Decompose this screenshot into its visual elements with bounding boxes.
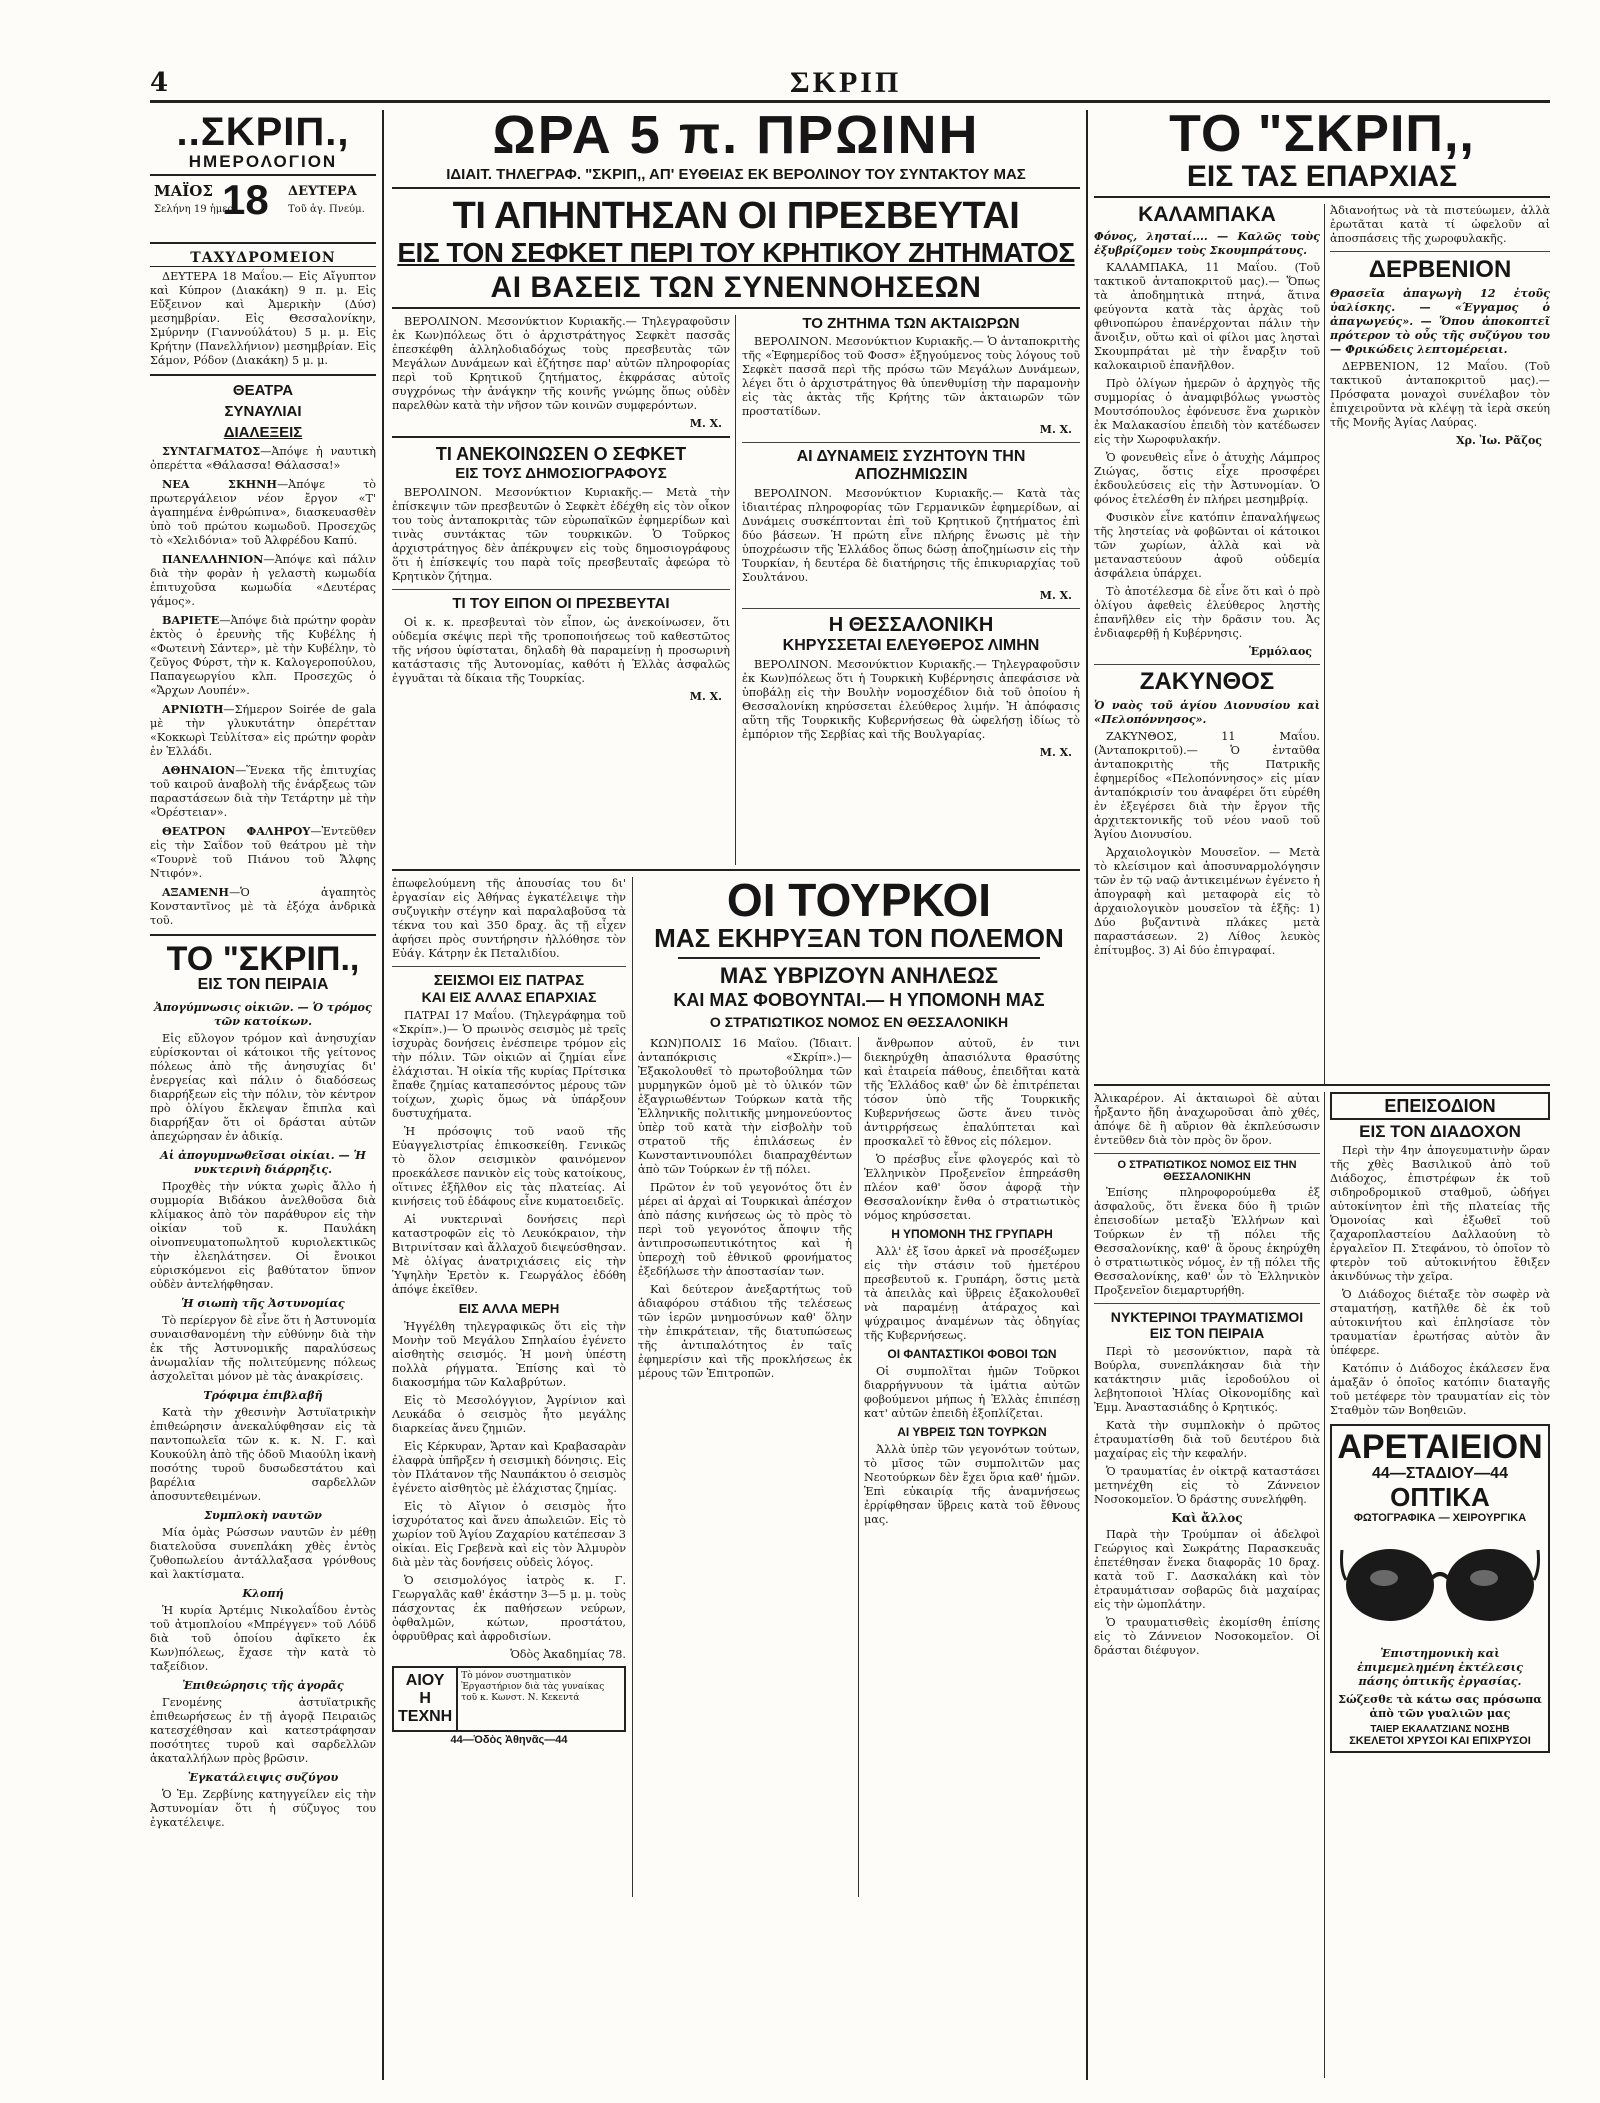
patras-continued: ἐπωφελούμενη τῆς ἀπουσίας του δι' ἐργασίαν εἰς Ἀθήνας ἐγκατέλειψε τὴν συζυγικὴν στέγην καὶ παραλαβοῦσα τὰ τέκνα του καὶ 350 δραχ. ἃς τῇ εἶχεν ἀφήσει πρὸς συντήρησιν ἠλλόθησε τὸν Εὐάγ. Κάτρην ἐκ Πεταλιδίου. bbox=[392, 877, 626, 960]
masthead: ΣΚΡΙΠ bbox=[790, 66, 902, 99]
turks-paragraph: Πρῶτον ἐν τοῦ γεγονότος ὅτι ἐν μέρει αἱ ἀρχαὶ αἱ Τουρκικαὶ ἀπέσχον ἀπὸ πάσης κινήσεως ὡς τὸ πρὸς τὸ περὶ τοῦ γεγονότος ἄποψιν τῆς ἀντιπροσωπευτικότητος καὶ ἡ ὑπεροχὴ τοῦ ἐθνικοῦ φρονήματος ἐξεδήλωσε τὴν ἀποστασίαν των. bbox=[638, 1181, 852, 1278]
turks-paragraph: Ἀλλὰ ὑπὲρ τῶν γεγονότων τούτων, τὸ μῖσος τῶν συμπολιτῶν μας Νεοτούρκων δὲν ἔχει ὅρια καθ' ἡμῶν. Ἐπὶ εὐκαιρίᾳ τῆς ἀναμνήσεως ἐρρίφθησαν ὕβρεις κατὰ τοῦ ἔθνους μας. bbox=[864, 1443, 1080, 1526]
theatre-entry bbox=[150, 444, 376, 473]
optics-note: Ἐπιστημονικὴ καὶ ἐπιμεμελημένη ἐκτέλεσις πάσης ὀπτικῆς ἐργασίας. bbox=[1357, 1646, 1523, 1688]
divider bbox=[678, 957, 1040, 959]
wounds-list bbox=[1094, 1345, 1320, 1658]
quake-paragraph: Ἡ πρόσοψις τοῦ ναοῦ τῆς Εὐαγγελιστρίας ἐπικοσκείθη. Γενικῶς τὸ ὅλον σεισμικὸν φαινόμενον προεκάλεσε πανικὸν εἰς τοὺς κατοίκους, οἵτινες ἐξῆλθον εἰς τὰς πλατείας. Αἱ κινήσεις τοῦ ἐδάφους εἶνε κυματοειδεῖς. bbox=[392, 1125, 626, 1208]
other-paragraph: Εἰς τὸ Μεσολόγγιον, Ἀγρίνιον καὶ Λευκάδα ὁ σεισμὸς ἦτο μεγάλης διαρκείας ἄνευ ζημιῶν. bbox=[392, 1394, 626, 1435]
advert-address: 44—Ὁδὸς Ἀθηνᾶς—44 bbox=[450, 1734, 568, 1746]
episode-title: ΕΠΕΙΣΟΔΙΟΝ bbox=[1330, 1092, 1550, 1120]
wounds-subtitle: ΕΙΣ ΤΟΝ ΠΕΙΡΑΙΑ bbox=[1149, 1325, 1265, 1341]
turks-subheading: ΟΙ ΦΑΝΤΑΣΤΙΚΟΙ ΦΟΒΟΙ ΤΩΝ bbox=[887, 1347, 1057, 1361]
acr-text: Ἀλικαρέρον. Αἱ ἀκταιωροὶ δὲ αὗται ἦρξαντο ἤδη ἀναχωροῦσαι ἀπὸ χθές, ἀπόψε δὲ ἢ αὔριον θὰ ἐκπλεύσωσιν ἐντεῦθεν διὰ τὸν πρὸς ὃν ὅρον. bbox=[1094, 1092, 1320, 1147]
calendar-moon: Σελήνη 19 ἡμερ. bbox=[154, 204, 237, 215]
piraeus-lead: Κλοπή bbox=[242, 1586, 284, 1600]
concerts-title: ΣΥΝΑΥΛΙΑΙ bbox=[224, 403, 302, 420]
optics-note-3: ΤΑΙΕΡ ΕΚΑΛΑΤΖΙΑΝΣ ΝΟΣΗΒ bbox=[1370, 1724, 1510, 1735]
provinces-title: ΤΟ "ΣΚΡΙΠ,, bbox=[1169, 108, 1475, 163]
story-2-sig: Μ. Χ. bbox=[1039, 423, 1072, 436]
piraeus-text: Ὁ Ἐμ. Ζερβίνης κατηγγείλεν εἰς τὴν Ἀστυνομίαν ὅτι ἡ σύζυγος του ἐγκατέλειψε. bbox=[150, 1788, 376, 1829]
advert-text: Τὸ μόνον συστηματικὸν Ἐργαστήριον διὰ τὰς γυναίκας τοῦ κ. Κωνστ. Ν. Κεκεντά bbox=[461, 1671, 605, 1703]
kal-paragraph: Πρὸ ὀλίγων ἡμερῶν ὁ ἀρχηγὸς τῆς συμμορίας ὁ ἀναμφιβόλως γνωστὸς Μουτσόπουλος ἐφόνευσε ἕνα χωρικὸν ἐκ Μαλακασίου ἐπειδὴ τὸν κατέδωσεν εἰς τὴν Χωροφυλακήν. bbox=[1094, 377, 1320, 446]
piraeus-text: Κατὰ τὴν χθεσινὴν Ἀστυϊατρικὴν ἐπιθεώρησιν ἀνεκαλύφθησαν εἰς τὰ παντοπωλεῖα τῶν κ. κ. Ν. Γ. καὶ Κουκούλη ἀπὸ τῆς ὁδοῦ Μιαούλη ἱκανὴ ποσότης τυροῦ δυσωδεστάτου καὶ βαρέλια σαρδελλῶν ἀποσυντεθειμένων. bbox=[150, 1406, 376, 1503]
center-column bbox=[392, 108, 1080, 2078]
piraeus-lead: Τρόφιμα ἐπιβλαβῆ bbox=[203, 1388, 323, 1402]
theatre-text: —Ἐντεῦθεν εἰς τὴν Σαΐδον τοῦ θεάτρου μὲ τὴν «Τουρνὲ τοῦ Πιάνου τοῦ Ἄλφης Ντιφόν». bbox=[150, 825, 376, 880]
turks-title: ΟΙ ΤΟΥΡΚΟΙ bbox=[726, 877, 992, 926]
theatre-title: ΘΕΑΤΡΑ bbox=[232, 382, 294, 399]
divider bbox=[1094, 1153, 1320, 1154]
theatre-entry bbox=[150, 613, 376, 698]
turks-subtitle-2: ΜΑΣ ΥΒΡΙΖΟΥΝ ΑΝΗΛΕΩΣ bbox=[719, 963, 999, 988]
theatre-name: ΠΑΝΕΛΛΗΝΙΟΝ bbox=[162, 552, 264, 566]
divider bbox=[392, 436, 730, 438]
divider bbox=[1094, 1303, 1320, 1304]
divider bbox=[150, 242, 376, 244]
piraeus-lead: Ἀπογύμνωσις οἰκιῶν. — Ὁ τρόμος τῶν κατοίκων. bbox=[154, 1000, 372, 1028]
piraeus-subtitle: ΕΙΣ ΤΟΝ ΠΕΙΡΑΙΑ bbox=[197, 976, 329, 993]
theatre-name: ΑΞΑΜΕΝΗ bbox=[162, 885, 229, 899]
piraeus-lead: Συμπλοκὴ ναυτῶν bbox=[204, 1508, 322, 1522]
calendar-subtitle: ΗΜΕΡΟΛΟΓΙΟΝ bbox=[150, 152, 376, 176]
turks-body bbox=[638, 1037, 1080, 1897]
other-paragraph: Ὁ σεισμολόγος ἰατρὸς κ. Γ. Γεωργαλᾶς καθ' ἑκάστην 3—5 μ. μ. τοὺς πάσχοντας ἐκ παθήσεων νεύρων, ὀφθαλμῶν, κώτων, προστάτου, ὀφρυῦθρας καὶ ἀφροδισίων. bbox=[392, 1574, 626, 1643]
calendar-title: ..ΣΚΡΙΠ., bbox=[176, 112, 350, 154]
top-bar bbox=[150, 66, 1550, 99]
theatre-name: ΒΑΡΙΕΤΕ bbox=[162, 613, 220, 627]
derv-title: ΔΕΡΒΕΝΙΟΝ bbox=[1368, 256, 1512, 283]
wounds-paragraph: Κατὰ τὴν συμπλοκὴν ὁ πρῶτος ἐτραυματίσθη διὰ τοῦ δευτέρου διὰ μαχαίρας εἰς τὴν κεφαλήν. bbox=[1094, 1419, 1320, 1460]
theatre-text: —Σήμερον Soirée de gala μὲ τὴν γλυκυτάτην ὀπερέτταν «Κοκκωρὶ Τεὐλίτσα» εἰς πρώτην φορὰν ἐν Ἑλλάδι. bbox=[150, 703, 376, 758]
piraeus-text: Μία ὁμὰς Ρώσσων ναυτῶν ἐν μέθῃ διατελοῦσα συνεπλάκη χθὲς ἐντὸς ζυθοπωλείου ἀντάλλαξασα γρόνθους καὶ λακτίσματα. bbox=[150, 1526, 376, 1581]
zak-text-2: Ἀρχαιολογικὸν Μουσεῖον. — Μετὰ τὸ κλείσιμον καὶ ἀποσυναρμολόγησιν τῶν ἐν τῷ ναῷ ἀντικειμένων ἐγένετο ἡ ἀπογραφὴ καὶ μεταφορὰ εἰς τὸ ἀρχαιολογικὸν μουσεῖον τὰ ἑξῆς: 1) Δύο βυζαντινὰ πλάκες μετὰ παραστάσεων. 2) Λίθος λευκὸς ἐπίτυμβος. 3) Αἱ δύο ἐπιγραφαί. bbox=[1094, 846, 1320, 957]
turks-subtitle-3: ΚΑΙ ΜΑΣ ΦΟΒΟΥΝΤΑΙ.— Η ΥΠΟΜΟΝΗ ΜΑΣ bbox=[673, 990, 1045, 1010]
turks-subtitle-4: Ο ΣΤΡΑΤΙΩΤΙΚΟΣ ΝΟΜΟΣ ΕΝ ΘΕΣΣΑΛΟΝΙΚΗ bbox=[709, 1014, 1009, 1030]
episode-paragraph: Ὁ Διάδοχος διέταξε τὸν σωφὲρ νὰ σταματήσῃ, κατῆλθε δὲ ἐκ τοῦ αὐτοκινήτου καὶ ἐπλησίασε τὸν τραυματίαν ἐρωτήσας αὐτὸν ἂν ὑπέφερε. bbox=[1330, 1288, 1550, 1357]
piraeus-text: Ἡ κυρία Ἀρτέμις Νικολαΐδου ἐντὸς τοῦ ἀτμοπλοίου «Μπρέγγεν» τοῦ Λόϋδ διὰ τοῦ ὁποίου ἀφῖκετο ἐκ Κων)πόλεως, ἔχασε τὴν κατὰ τὸ ταξείδιον. bbox=[150, 1604, 376, 1673]
divider bbox=[742, 608, 1080, 609]
divider bbox=[1324, 204, 1325, 1084]
story-4-title: ΑΙ ΔΥΝΑΜΕΙΣ ΣΥΖΗΤΟΥΝ ΤΗΝ ΑΠΟΖΗΜΙΩΣΙΝ bbox=[796, 448, 1026, 483]
center-upper-right bbox=[742, 315, 1080, 865]
right-lower-col-1 bbox=[1094, 1092, 1320, 2078]
turks-paragraph: Ὁ πρέσβυς εἶνε φλογερός καὶ τὸ Ἑλληνικὸν Προξενεῖον ἐπηρεάσθη πλέον καθ' ὅσον ἀφορᾷ τὴν Θεσσαλονίκην ἔνθα ὁ στρατιωτικὸς νόμος κηρύσσεται. bbox=[864, 1153, 1080, 1222]
other-list bbox=[392, 1320, 626, 1644]
address-line: Ὁδὸς Ἀκαδημίας 78. bbox=[510, 1648, 626, 1661]
kal-paragraph: Φυσικὸν εἶνε κατόπιν ἐπαναλήψεως τῆς ληστείας νὰ φοβῶνται οἱ κάτοικοι τῶν χωρίων, ἀλλὰ καὶ νὰ μεταναστεύουν ἀφοῦ οὐδεμία ἀσφάλεια ὑπάρχει. bbox=[1094, 511, 1320, 580]
story-6-text: ΒΕΡΟΛΙΝΟΝ. Μεσονύκτιον Κυριακῆς.— Τηλεγραφοῦσιν ἐκ Κων)πόλεως ὅτι ἡ Τουρκικὴ Κυβέρνησις ἀπεφάσισε νὰ ὑποβάλῃ εἰς τὴν Βουλὴν νομοσχέδιον διὰ τοῦ ὁποίου ἡ Θεσσαλονίκη κηρύσσεται ἐλεύθερος λιμήν. Ἡ ἀπόφασις αὕτη τῆς Τουρκικῆς Κυβερνήσεως θὰ ὠφελήσῃ ἰδίως τὸ ἐμπόριον τῆς Σερβίας καὶ τῆς Βουλγαρίας. bbox=[742, 658, 1080, 741]
quake-paragraph: ΠΑΤΡΑΙ 17 Μαΐου. (Τηλεγράφημα τοῦ «Σκρίπ».)— Ὁ πρωινὸς σεισμὸς μὲ τρεῖς ἰσχυρὰς δονήσεις ἐνέσπειρε τρόμον εἰς τὴν πόλιν. Τῶν οἰκιῶν αἱ ζημίαι εἶνε ἐλάχισται. Ἡ οἰκία τῆς κυρίας Πρίτσικα ἔπαθε ζημίας καταπεσόντος μέρους τῶν τοίχων, χωρὶς ὅμως νὰ ὑπάρξουν δυστυχήματα. bbox=[392, 1009, 626, 1120]
theatre-text: —Ἀπόψε διὰ πρώτην φορὰν ἐκτὸς ὁ ἐρευνὴς τῆς Κυβέλης ἡ «Φωτεινὴ Σάντερ», μὲ τὴν Κυβέλην, τὸ ζεῦγος Φύρστ, τὴν κ. Καλογεροπούλου, Παπαγεωργίου κλπ. Προσεχῶς ὁ «Ἄρχων Λουπέν». bbox=[150, 614, 376, 697]
quake-list bbox=[392, 1009, 626, 1297]
dateline: ΙΔΙΑΙΤ. ΤΗΛΕΓΡΑΦ. "ΣΚΡΙΠ,, ΑΠ' ΕΥΘΕΙΑΣ ΕΚ ΒΕΡΟΛΙΝΟΥ ΤΟΥ ΣΥΝΤΑΚΤΟΥ ΜΑΣ bbox=[392, 162, 1080, 189]
left-column bbox=[150, 112, 376, 2072]
divider bbox=[735, 315, 736, 865]
story-6-sub: ΚΗΡΥΣΣΕΤΑΙ ΕΛΕΥΘΕΡΟΣ ΛΙΜΗΝ bbox=[782, 637, 1040, 654]
theatre-entry bbox=[150, 702, 376, 759]
lectures-title: ΔΙΑΛΕΞΕΙΣ bbox=[223, 424, 303, 441]
wounds-paragraph: Ὁ τραυματισθεὶς ἐκομίσθη ἐπίσης εἰς τὸ Ζάννειον Νοσοκομεῖον. Οἱ δράσται διέφυγον. bbox=[1094, 1616, 1320, 1657]
advert-box bbox=[392, 1666, 626, 1732]
story-1-text: ΒΕΡΟΛΙΝΟΝ. Μεσονύκτιον Κυριακῆς.— Τηλεγραφοῦσιν ἐκ Κων)πόλεως ὅτι ὁ ἀρχιστράτηγος Σεφκὲτ πασσᾶς ἐπεσκέφθη ἀλληλοδιαδόχως τοὺς πρεσβευτὰς τῶν Μεγάλων Δυνάμεων καὶ ἐζήτησε παρ' αὐτῶν πληροφορίας περὶ τοῦ Κρητικοῦ ζητήματος, ἐκφράσας αὐτοῖς συγχρόνως τὴν ἀνάγκην τῆς κοινῆς γνώμης ὅπως οὐδὲν παρελθὼν κατὰ τὴν νῆσον τῶν κοινῶν συμφερόντων. bbox=[392, 315, 730, 412]
turks-paragraph: Ἀλλ' ἐξ ἴσου ἀρκεῖ νὰ προσέξωμεν εἰς τὴν στάσιν τοῦ ἡμετέρου πρεσβευτοῦ κ. Γρυπάρη, ὅστις μετὰ τὰ ἀπειλὰς καὶ ὕβρεις ἐξακολουθεῖ νὰ παραμένῃ ἀτάραχος καὶ ψύχραιμος ἀναμένων τὰς ὁδηγίας τῆς Κυβερνήσεως. bbox=[864, 1245, 1080, 1342]
top-rule bbox=[150, 100, 1550, 103]
post-text: ΔΕΥΤΕΡΑ 18 Μαΐου.— Εἰς Αἴγυπτον καὶ Κύπρον (Διακάκη) 9 π. μ. Εἰς Εὔξεινον καὶ Ἀμερικὴν (Δύσ) μεσημβρίαν. Εἰς Θεσσαλονίκην, Σμύρνην (Γιαννούλάτου) 5 μ. μ. Εἰς Κρήτην (Πανελλήνιον) μεσημβρίαν. Εἰς Σάμον, Ρόδον (Διακάκη) 5 μ. μ. bbox=[150, 270, 376, 367]
piraeus-lead: Ἐγκατάλειψις συζύγου bbox=[187, 1770, 339, 1784]
story-6-title: Η ΘΕΣΣΑΛΟΝΙΚΗ bbox=[828, 614, 994, 636]
story-4-text: ΒΕΡΟΛΙΝΟΝ. Μεσονύκτιον Κυριακῆς.— Κατὰ τὰς ἰδιαιτέρας πληροφορίας τῶν Γερμανικῶν ἐφημερίδων, αἱ Δυνάμεις συσκέπτονται ἐπὶ τοῦ Κρητικοῦ ζητήματος ἐπὶ δύο βάσεων. Ἡ πρώτη εἶνε πλήρης ἕνωσις μὲ τὴν ὑποχρέωσιν τῆς Ἑλλάδος ὅπως δώσῃ ἀποζημίωσιν εἰς τὴν Τουρκίαν, ἡ δευτέρα δὲ διατήρησις τῆς ἐπικυριαρχίας τοῦ Σουλτάνου. bbox=[742, 487, 1080, 584]
calendar-weekday: ΔΕΥΤΕΡΑ bbox=[288, 184, 357, 199]
provinces-subtitle: ΕΙΣ ΤΑΣ ΕΠΑΡΧΙΑΣ bbox=[1094, 162, 1550, 198]
zak-title: ΖΑΚΥΝΘΟΣ bbox=[1139, 668, 1275, 695]
optics-title: ΑΡΕΤΑΙΕΙΟΝ bbox=[1337, 1428, 1543, 1466]
optics-note-2: Σώζεσθε τὰ κάτω σας πρόσωπα ἀπὸ τῶν γυαλιῶν μας bbox=[1338, 1692, 1542, 1720]
piraeus-list bbox=[150, 1000, 376, 1830]
provinces-lower bbox=[1094, 1092, 1550, 2078]
piraeus-text: Γενομένης ἀστυϊατρικῆς ἐπιθεωρήσεως ἐν τῇ ἀγορᾷ Πειραιῶς κατεσχέθησαν καὶ κατεστράφησαν ποσότητες τυροῦ καὶ σαρδελλῶν ἀκαταλλήλων πρὸς βρῶσιν. bbox=[150, 1696, 376, 1765]
theatre-text: —Ὁ ἀγαπητὸς Κονσταντῖνος μὲ τὰ ἐξόχα ἀνδρικὰ τοῦ. bbox=[150, 886, 376, 927]
center-upper bbox=[392, 309, 1080, 869]
kal-paragraph: Ὁ φονευθεὶς εἶνε ὁ ἀτυχὴς Λάμπρος Ζιώγας, ὅστις εἶχε προσφέρει ἐκδουλεύσεις εἰς τὴν Ἀστυνομίαν. Ὁ φόνος ἐτελέσθη ἐν πλήρει μεσημβρίᾳ. bbox=[1094, 451, 1320, 506]
divider bbox=[1330, 251, 1550, 252]
kal-continued: Ἀδιανοήτως νὰ τὰ πιστεύωμεν, ἀλλὰ ἐρωτᾶται κατὰ τί ὠφελοῦν αἱ ἀποσπάσεις τῆς χωροφυλακῆς. bbox=[1330, 204, 1550, 245]
post-title: ΤΑΧΥΔΡΟΜΕΙΟΝ bbox=[150, 250, 376, 267]
turks-col-1 bbox=[638, 1037, 852, 1897]
theatre-name: ΣΥΝΤΑΓΜΑΤΟΣ bbox=[162, 444, 261, 458]
theatre-text: —Ἀπόψε τὸ πρωτεργάλειον νέον ἔργον «Τ' ἀγαπημένα ἐνθρώπινα», διασκευασθὲν ὑπὸ τοῦ πρώτου κωμωδοῦ. Προσεχῶς τὸ «Χελιδόνια» τοῦ Ἀλφρέδου Καπύ. bbox=[150, 478, 376, 547]
kal-lead: Φόνος, λησταί.... — Καλῶς τοὺς ἐξυβρίζομεν τοὺς Σκουμπράτους. bbox=[1094, 229, 1320, 257]
center-lower bbox=[392, 871, 1080, 1901]
story-5-sig: Μ. Χ. bbox=[689, 690, 722, 703]
column-divider-2 bbox=[1086, 110, 1088, 2080]
zak-sig: Χρ. Ἰω. Ρᾶζος bbox=[1456, 434, 1542, 447]
optics-subtitle: ΟΠΤΙΚΑ bbox=[1390, 1482, 1490, 1512]
kal-sig: Ἑρμόλαος bbox=[1249, 645, 1312, 658]
theatre-entry bbox=[150, 763, 376, 820]
divider bbox=[1324, 1092, 1325, 2078]
piraeus-title: ΤΟ "ΣΚΡΙΠ., bbox=[166, 940, 360, 978]
salon-text: Ἐπίσης πληροφορούμεθα ἐξ ἀσφαλοῦς, ὅτι ἕνεκα δύο ἢ τριῶν ἐπεισοδίων μεταξὺ Ἑλλήνων καὶ Τούρκων ἐν τῇ πόλει τῆς Θεσσαλονίκης, καθ' ἃ ὅρους ἐκηρύχθη ὁ στρατιωτικὸς νόμος, ἐν τῇ πόλει τῆς Θεσσαλονίκης, καθ' ὧν τὸ Ἑλληνικὸν Προξενεῖον διεμαρτυρήθη. bbox=[1094, 1186, 1320, 1297]
theatre-entry bbox=[150, 824, 376, 881]
piraeus-text: Εἰς εὔλογον τρόμον καὶ ἀνησυχίαν εὑρίσκονται οἱ κάτοικοι τῆς γείτονος πόλεως ἀπὸ τῆς ἀνησυχίας δι' ἐνεργείας καὶ πάλιν ὁ διαδόσεως διαρρήξεων εἰς τὴν πόλιν, τὸν κέντρον πρὸ ὀλίγου ἔκλεψαν ἔπιπλα καὶ διαρρήξαν ὅτι οἱ δράσται αὐτῶν ἀπεχώρησαν ἐν ἀδικίᾳ. bbox=[150, 1032, 376, 1143]
main-title-2: ΕΙΣ ΤΟΝ ΣΕΦΚΕΤ ΠΕΡΙ ΤΟΥ ΚΡΗΤΙΚΟΥ ΖΗΤΗΜΑΤΟΣ bbox=[397, 237, 1075, 268]
episode-paragraph: Περὶ τὴν 4ην ἀπογευματινὴν ὥραν τῆς χθὲς Βασιλικοῦ ἀπὸ τοῦ Διάδοχος, ἐπιστρέφων ἐκ τοῦ σιδηροδρομικοῦ σταθμοῦ, ὡδήγει αὐτοκίνητον ἐπὶ τῆς πλατείας τῆς Ὁμονοίας καὶ ἐξωθεῖ τοῦ ζαχαροπλαστείου Δαλλαούνη τὸ ἐργαλεῖον Π. Στεφάνου, τὸ ὁποῖον τὸ φτερὸν τοῦ αὐτοκινήτου ἔθιξεν ἀκινδύνως τὴν χεῖρα. bbox=[1330, 1144, 1550, 1283]
theatre-text: —Ἀπόψε ἡ ναυτικὴ ὀπερέττα «Θάλασσα! Θάλασσα!» bbox=[150, 445, 376, 472]
theatre-entry bbox=[150, 552, 376, 609]
provinces-col-1 bbox=[1094, 204, 1320, 1084]
story-5-text: Οἱ κ. κ. πρεσβευταὶ τὸν εἶπον, ὡς ἀνεκοίνωσεν, ὅτι οὐδεμία σκέψις περὶ τῆς τροποποιήσεως τοῦ καθεστῶτος τῆς νήσου ὑφίσταται, δηλαδὴ θὰ παραμείνῃ ἡ προσωρινὴ κατάστασις τῆς Ἀυτονομίας, καθότι ἡ Ἑλλὰς ἀσφαλῶς ἐγγυᾶται τὰ δίκαια τῆς Τουρκίας. bbox=[392, 616, 730, 685]
optics-note-4: ΣΚΕΛΕΤΟΙ ΧΡΥΣΟΙ ΚΑΙ ΕΠΙΧΡΥΣΟΙ bbox=[1349, 1735, 1531, 1747]
divider bbox=[150, 374, 376, 376]
right-lower-col-2 bbox=[1330, 1092, 1550, 2078]
main-title: ΤΙ ΑΠΗΝΤΗΣΑΝ ΟΙ ΠΡΕΣΒΕΥΤΑΙ bbox=[452, 195, 1020, 237]
advert-title: ΑΙΟΥ Η ΤΕΧΝΗ bbox=[394, 1668, 458, 1730]
other-title: ΕΙΣ ΑΛΛΑ ΜΕΡΗ bbox=[458, 1301, 560, 1316]
other-paragraph: Εἰς Κέρκυραν, Ἄρταν καὶ Κραβασαρὰν ἐλαφρὰ ὑπῆρξεν ἡ σεισμικὴ δόνησις. Εἰς τὸν Πλάτανον τῆς Ναυπάκτου ὁ σεισμὸς ἐγένετο αἰσθητὸς μὲ ἐλάχιστας ζημίας. bbox=[392, 1440, 626, 1495]
theatre-name: ΑΘΗΝΑΙΟΝ bbox=[162, 763, 236, 777]
page-number: 4 bbox=[150, 68, 169, 98]
provinces-upper bbox=[1094, 204, 1550, 1084]
calendar-day: 18 bbox=[222, 176, 269, 223]
piraeus-text: Τὸ περίεργον δὲ εἶνε ὅτι ἡ Ἀστυνομία συναισθανομένη τὴν εὐθύνην διὰ τὴν ἐκ τῆς Ἀστυνομικῆς παραλύσεως ἀνωμαλίαν τῆς πολιτεύμενης πόλεως ἀσχολεῖται μόνον μὲ τὰς ἀνακρίσεις. bbox=[150, 1314, 376, 1383]
provinces-col-2 bbox=[1330, 204, 1550, 1084]
divider bbox=[392, 589, 730, 590]
piraeus-text: Προχθὲς τὴν νύκτα χωρὶς ἄλλο ἡ συμμορία Βιδάκου ἀνελθοῦσα διὰ κλίμακος ἀπὸ τὸν παράθυρον εἰς τὴν οἰκίαν τοῦ κ. Παυλάκη οἰνοπνευματοπωλητοῦ κυριολεκτικῶς τὴν ἐλεηλάτησεν. Οἱ ἔνοικοι εὑρισκόμενοι εἰς βαθύτατον ὕπνον οὐδὲν ἀντελήφθησαν. bbox=[150, 1180, 376, 1291]
theatre-name: ΑΡΝΙΩΤΗ bbox=[162, 702, 224, 716]
wounds-paragraph: Περὶ τὸ μεσονύκτιον, παρὰ τὰ Βούρλα, συνεπλάκησαν διὰ τὴν κατάκτησιν μιᾶς ἱεροδούλου οἱ λεβητοποιοὶ Ἠλίας Οἰκονομίδης καὶ Ἐμμ. Ἀναστασιάδης ὁ Κρητικός. bbox=[1094, 1345, 1320, 1414]
divider bbox=[858, 1037, 859, 1897]
theatre-text: —Ἀπόψε καὶ πάλιν διὰ τὴν φορὰν ἡ γελαστὴ κωμωδία ἐπιτυχοῦσα κωμωδία «Δευτέρας γάμος». bbox=[150, 553, 376, 608]
optics-photo: ΦΩΤΟΓΡΑΦΙΚΑ — ΧΕΙΡΟΥΡΓΙΚΑ bbox=[1353, 1512, 1527, 1524]
other-paragraph: Εἰς τὸ Αἴγιον ὁ σεισμὸς ἦτο ἰσχυρότατος καὶ ἄνευ ἀπωλειῶν. Εἰς τὸ χωρίον τοῦ Ἁγίου Ζαχαρίου κατέπεσαν 3 οἰκίαι. Εἰς Γρεβενὰ καὶ εἰς τὸν Ἀλμυρὸν διὰ μὲν τὰς δονήσεις οὐδεὶς λόγος. bbox=[392, 1500, 626, 1569]
kal-title: ΚΑΛΑΜΠΑΚΑ bbox=[1138, 204, 1276, 226]
kal-list bbox=[1094, 261, 1320, 641]
column-divider-1 bbox=[382, 110, 384, 2080]
turks-subheading: ΑΙ ΥΒΡΕΙΣ ΤΩΝ ΤΟΥΡΚΩΝ bbox=[897, 1425, 1047, 1439]
turks-paragraph: Καὶ δεύτερον ἀνεξαρτήτως τοῦ ἀδιαφόρου στάδιου τῆς τελέσεως τῶν ἱερῶν μνημοσύνων καθ' ὅλην τὴν ἐπικράτειαν, τῆς διατυπώσεως τῆς ἀντιπαλότητος ἐν ταῖς ἐφημερίσιν καὶ τῆς προκλήσεως ἐκ μέρους τῶν Ἐπιτροπῶν. bbox=[638, 1283, 852, 1380]
story-3-sub: ΕΙΣ ΤΟΥΣ ΔΗΜΟΣΙΟΓΡΑΦΟΥΣ bbox=[455, 465, 667, 482]
other-paragraph: Ἠγγέλθη τηλεγραφικῶς ὅτι εἰς τὴν Μονὴν τοῦ Μεγάλου Σπηλαίου ἐγένετο αἰσθητὴς σεισμός. Ἡ μονὴ ὑπέστη πολλὰ ρήγματα. Ἐπίσης καὶ τὸ διακοσμήμα τῶν Καλαβρύτων. bbox=[392, 1320, 626, 1389]
kal-paragraph: ΚΑΛΑΜΠΑΚΑ, 11 Μαΐου. (Τοῦ τακτικοῦ ἀνταποκριτοῦ μας).— Ὅπως τὰ ἀποδημητικὰ πτηνά, ἅτινα φεύγοντα κατὰ τὰς ἀρχὰς τοῦ φθινοπώρου ἐπανέρχονται πάλιν τὴν ἄνοιξιν, οὕτω καὶ οἱ φίλοι μας λησταὶ Σκουμπράται μὲ τὴν ἔναρξιν τοῦ καλοκαιριοῦ ἐπανῆλθον. bbox=[1094, 261, 1320, 372]
episode-list bbox=[1330, 1144, 1550, 1418]
divider bbox=[150, 934, 376, 936]
main-subtitle: ΑΙ ΒΑΣΕΙΣ ΤΩΝ ΣΥΝΕΝΝΟΗΣΕΩΝ bbox=[490, 271, 982, 304]
theatre-list bbox=[150, 444, 376, 928]
story-1-sig: Μ. Χ. bbox=[689, 417, 722, 430]
divider bbox=[392, 966, 626, 967]
turks-subheading: Η ΥΠΟΜΟΝΗ ΤΗΣ ΓΡΥΠΑΡΗ bbox=[891, 1227, 1053, 1241]
theatre-entry bbox=[150, 477, 376, 548]
center-lower-left bbox=[392, 877, 626, 1897]
wounds-title: ΝΥΚΤΕΡΙΝΟΙ ΤΡΑΥΜΑΤΙΣΜΟΙ bbox=[1110, 1309, 1304, 1325]
glasses-icon bbox=[1338, 1530, 1542, 1640]
turks-subtitle: ΜΑΣ ΕΚΗΡΥΞΑΝ ΤΟΝ ΠΟΛΕΜΟΝ bbox=[654, 923, 1064, 953]
turks-block bbox=[638, 877, 1080, 1897]
salon-title: Ο ΣΤΡΑΤΙΩΤΙΚΟΣ ΝΟΜΟΣ ΕΙΣ ΤΗΝ ΘΕΣΣΑΛΟΝΙΚΗΝ bbox=[1117, 1159, 1297, 1183]
story-3-title: ΤΙ ΑΝΕΚΟΙΝΩΣΕΝ Ο ΣΕΦΚΕΤ bbox=[435, 444, 687, 464]
turks-paragraph: ΚΩΝ)ΠΟΛΙΣ 16 Μαΐου. (Ἰδιαιτ. ἀνταπόκρισις «Σκρίπ».)— Ἐξακολουθεῖ τὸ πρωτοβούλημα τῶν μυρμηγκῶν ὁμοῦ μὲ τὸ ὑλικόν τῶν ἐξαγριωθέντων Τούρκων κατὰ τῆς Ἑλληνικῆς πολιτικῆς μνημονεύοντος ὑπὲρ τοῦ κατὰ τὴν εἰσβολὴν τοῦ στρατοῦ τῆς ἐπιλάσεως ἐν Κωνσταντινουπόλει διαπραχθέντων ἀπὸ τῶν Τούρκων ἐν τῇ πόλει. bbox=[638, 1037, 852, 1176]
right-column bbox=[1094, 108, 1550, 2078]
kal-paragraph: Τὸ ἀποτέλεσμα δὲ εἶνε ὅτι καὶ ὁ πρὸ ὀλίγου ἀφεθεὶς ἐλεύθερος ληστὴς ἐπανῆλθεν εἰς τὴν δρᾶσιν του. Ἀς ἐνδιαφερθῇ ἡ Κυβέρνησις. bbox=[1094, 585, 1320, 640]
story-3-text: ΒΕΡΟΛΙΝΟΝ. Μεσονύκτιον Κυριακῆς.— Μετὰ τὴν ἐπίσκεψιν τῶν πρεσβευτῶν ὁ Σεφκὲτ ἐδέχθη εἰς τὸν οἶκον του τοὺς ἀνταποκριτὰς τῶν εὐρωπαϊκῶν ἐφημερίδων καὶ τινὰς συντάκτας τῶν τουρκικῶν. Ὁ Τοῦρκος ἀρχιστράτηγος δὲν ἀπέκρυψεν εἰς τοὺς δημοσιογράφους ὅτι ἡ ἐπίσκεψίς του παρὰ τοῖς πρεσβευταῖς ἀφεώρα τὸ Κρητικὸν ζήτημα. bbox=[392, 486, 730, 583]
wounds-paragraph: Ὁ τραυματίας ἐν οἰκτρᾷ καταστάσει μετηνέχθη εἰς τὸ Ζάννειον Νοσοκομεῖον. Ὁ δράστης συνελήφθη. bbox=[1094, 1465, 1320, 1506]
calendar-date-block bbox=[150, 176, 376, 236]
quake-subtitle: ΚΑΙ ΕΙΣ ΑΛΛΑΣ ΕΠΑΡΧΙΑΣ bbox=[421, 989, 597, 1005]
calendar-saint: Τοῦ ἁγ. Πνεύμ. bbox=[288, 204, 365, 215]
story-2-title: ΤΟ ΖΗΤΗΜΑ ΤΩΝ ΑΚΤΑΙΩΡΩΝ bbox=[802, 315, 1020, 332]
wounds-subheading: Καὶ ἄλλος bbox=[1171, 1511, 1243, 1525]
piraeus-lead: Αἱ ἀπογυμνωθεῖσαι οἰκίαι. — Ἡ νυκτερινὴ διάρρηξις. bbox=[160, 1148, 366, 1176]
episode-paragraph: Κατόπιν ὁ Διάδοχος ἐκάλεσεν ἕνα ἁμαξᾶν ὁ ὁποῖος κατόπιν διαταγῆς τοῦ μετέφερε τὸν τραυματίαν εἰς τὸν Σταθμὸν τῶν Βοηθειῶν. bbox=[1330, 1362, 1550, 1417]
story-6-sig: Μ. Χ. bbox=[1039, 746, 1072, 759]
derv-lead: Θρασεῖα ἀπαγωγὴ 12 ἐτοῦς ὑαλίσκης. — «Έγγαμος ὁ ἀπαγωγεύς». — Ὅπου ἀποκοπτεῖ πρότερον τὸ οὖς τῆς συζύγου του — Φρικώδεις λεπτομέρειαι. bbox=[1330, 286, 1550, 356]
story-5-title: ΤΙ ΤΟΥ ΕΙΠΟΝ ΟΙ ΠΡΕΣΒΕΥΤΑΙ bbox=[452, 595, 670, 612]
story-4-sig: Μ. Χ. bbox=[1039, 589, 1072, 602]
piraeus-lead: Ἐπιθεώρησις τῆς ἀγορᾶς bbox=[182, 1678, 344, 1692]
theatre-text: —Ἕνεκα τῆς ἐπιτυχίας τοῦ καιροῦ ἀναβολὴ τῆς ἐνάρξεως τῶν παραστάσεων διὰ τὴν Τετάρτην μὲ τὴν «Ὀρέστειαν». bbox=[150, 764, 376, 819]
divider bbox=[1094, 1084, 1550, 1086]
divider bbox=[1094, 664, 1320, 665]
zak-lead: Ὁ ναὸς τοῦ ἁγίου Διονυσίου καὶ «Πελοπόννησος». bbox=[1094, 698, 1320, 726]
zak-text-1: ΖΑΚΥΝΘΟΣ, 11 Μαΐου. (Ἀνταποκριτοῦ).— Ὁ ἐνταῦθα ἀνταποκριτὴς τῆς Πατρικῆς ἐφημερίδος «Πελοπόννησος» εἰς μίαν ἀνταπόκρισίν του ἀναφέρει ὅτι εὑρέθη ἐν ἐξεγέρσει διὰ τὴν ἔργον τῆς ἀρχιτεκτονικῆς τοῦ νέου ναοῦ τοῦ Ἁγίου Διονυσίου. bbox=[1094, 730, 1320, 841]
divider bbox=[632, 877, 633, 1897]
main-headline: ΩΡΑ 5 π. ΠΡΩΙΝΗ bbox=[492, 108, 980, 165]
wounds-paragraph: Παρὰ τὴν Τρούμπαν οἱ ἀδελφοὶ Γεώργιος καὶ Σωκράτης Παρασκευᾶς ἐπετέθησαν ἕνεκα διαφορᾶς 10 δραχ. κατὰ τοῦ Γ. Δασκαλάκη καὶ τὸν ἐτραυμάτισαν σοβαρῶς διὰ μαχαίρας εἰς τὴν ὠμοπλάτην. bbox=[1094, 1528, 1320, 1611]
divider bbox=[742, 442, 1080, 443]
story-2-text: ΒΕΡΟΛΙΝΟΝ. Μεσονύκτιον Κυριακῆς.— Ὁ ἀνταποκριτὴς τῆς «Ἐφημερίδος τοῦ Φοσσ» ἐξηγούμενος τοὺς λόγους τοῦ Σεφκὲτ πασσᾶ περὶ τῆς πρόσω τῶν Μεγάλων Δυνάμεων, λέγει ὅτι ὁ ἀρχιστράτηγος θὰ ὑπενθυμίσῃ τὴν παραμονὴν εἰς τὰς ἀκτὰς τῆς Κρήτης τῶν ἀκταιωρῶν τῶν προστατίδων. bbox=[742, 335, 1080, 418]
quake-paragraph: Αἱ νυκτεριναὶ δονήσεις περὶ καταστροφῶν εἰς τὸ Λευκόκραιον, τὴν Βιτρινίτσαν καὶ ἄλλαχοῦ διεψεύσθησαν. Μὲ ὀλίγας ἀνατριχιάσεις εἰς τὴν Ὑψηλὴν Ἐρετὸν κ. Γεωργάλος ἐδόθη ἀπόψε ἐκεῖθεν. bbox=[392, 1213, 626, 1296]
calendar-month: ΜΑΪΟΣ bbox=[154, 182, 213, 200]
theatre-name: ΝΕΑ ΣΚΗΝΗ bbox=[162, 477, 277, 491]
turks-paragraph: ἄνθρωπον αὐτοῦ, ἐν τινι διεκηρύχθη ἀπασιόλυτα θρασύτης καὶ ἐταιρεία πάθους, ἐπειδῆται κατὰ τῆς Ἑλλάδος καθ' ὧν δὲ ἐπιτρέπεται τόσον ὑπὸ τῆς Τουρκικῆς Κυβερνήσεως ὥστε ἄνευ τινὸς ἀντιρρήσεως ἐπαλύπτεται καὶ προσκαλεῖ τὸ ἔθνος εἰς πόλεμον. bbox=[864, 1037, 1080, 1148]
turks-col-2 bbox=[864, 1037, 1080, 1897]
turks-paragraph: Οἱ συμπολῖται ἡμῶν Τοῦρκοι διαρρήγνυουν τὰ ἱμάτια αὐτῶν φοβούμενοι μήπως ἡ Ἑλλὰς ἐπιπέσῃ κατ' αὐτῶν ἐπειδὴ ἐξοπλίζεται. bbox=[864, 1365, 1080, 1420]
piraeus-lead: Ἡ σιωπὴ τῆς Ἀστυνομίας bbox=[181, 1296, 345, 1310]
episode-subtitle: ΕΙΣ ΤΟΝ ΔΙΑΔΟΧΟΝ bbox=[1359, 1122, 1521, 1141]
optics-address: 44—ΣΤΑΔΙΟΥ—44 bbox=[1372, 1465, 1508, 1482]
center-upper-left bbox=[392, 315, 730, 865]
derv-text: ΔΕΡΒΕΝΙΟΝ, 12 Μαΐου. (Τοῦ τακτικοῦ ἀνταποκριτοῦ μας).— Πρόσφατα μοναχοὶ συνέλαβον τὸν ἐπιχειροῦντα νὰ κλέψῃ τὰ ἱερὰ σκεύη τῆς Μονῆς Ἀγίας Λαύρας. bbox=[1330, 360, 1550, 429]
theatre-name: ΘΕΑΤΡΟΝ ΦΑΛΗΡΟΥ bbox=[162, 824, 311, 838]
theatre-entry bbox=[150, 885, 376, 928]
optics-advert bbox=[1330, 1424, 1550, 1753]
quake-title: ΣΕΙΣΜΟΙ ΕΙΣ ΠΑΤΡΑΣ bbox=[433, 972, 585, 989]
